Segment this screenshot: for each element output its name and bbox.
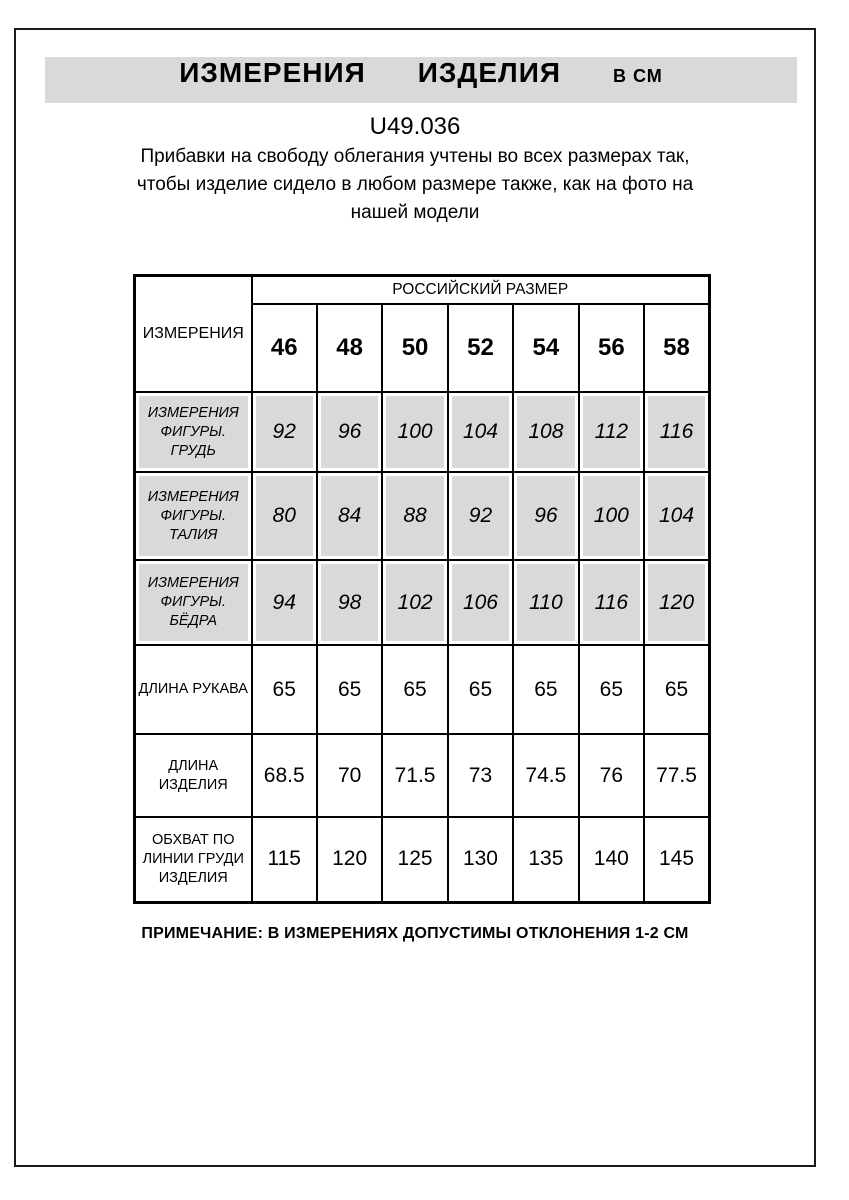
value-cell: 73	[448, 734, 513, 817]
size-col-header: 52	[448, 304, 513, 392]
table-row	[135, 472, 710, 560]
size-col-header: 58	[644, 304, 709, 392]
row-label: ИЗМЕРЕНИЯ ФИГУРЫ. ТАЛИЯ	[135, 472, 252, 560]
size-table	[133, 274, 711, 904]
description-line: нашей модели	[350, 202, 480, 223]
value-cell: 88	[382, 472, 447, 560]
value-cell: 98	[317, 560, 382, 645]
value-cell: 65	[644, 645, 709, 734]
value-cell: 120	[644, 560, 709, 645]
row-label: ДЛИНА РУКАВА	[135, 645, 252, 734]
value-cell: 112	[579, 392, 644, 472]
value-cell: 140	[579, 817, 644, 902]
value-cell: 96	[513, 472, 578, 560]
value-cell: 145	[644, 817, 709, 902]
value-cell: 108	[513, 392, 578, 472]
value-cell: 100	[579, 472, 644, 560]
title-bar	[45, 57, 797, 103]
row-label: ДЛИНА ИЗДЕЛИЯ	[135, 734, 252, 817]
value-cell: 115	[252, 817, 317, 902]
value-cell: 116	[579, 560, 644, 645]
value-cell: 65	[382, 645, 447, 734]
group-header-row	[135, 276, 710, 305]
value-cell: 76	[579, 734, 644, 817]
table-row	[135, 645, 710, 734]
value-cell: 102	[382, 560, 447, 645]
value-cell: 92	[448, 472, 513, 560]
table-row	[135, 392, 710, 472]
value-cell: 71.5	[382, 734, 447, 817]
value-cell: 65	[513, 645, 578, 734]
row-label: ОБХВАТ ПО ЛИНИИ ГРУДИ ИЗДЕЛИЯ	[135, 817, 252, 902]
title-units: В СМ	[612, 66, 663, 86]
description	[16, 143, 814, 227]
row-label: ИЗМЕРЕНИЯ ФИГУРЫ. БЁДРА	[135, 560, 252, 645]
value-cell: 65	[252, 645, 317, 734]
value-cell: 135	[513, 817, 578, 902]
size-col-header: 50	[382, 304, 447, 392]
value-cell: 106	[448, 560, 513, 645]
table-row	[135, 817, 710, 902]
value-cell: 65	[579, 645, 644, 734]
table-row	[135, 734, 710, 817]
value-cell: 70	[317, 734, 382, 817]
value-cell: 77.5	[644, 734, 709, 817]
article-code: U49.036	[369, 113, 461, 140]
value-cell: 74.5	[513, 734, 578, 817]
size-col-header: 46	[252, 304, 317, 392]
value-cell: 116	[644, 392, 709, 472]
value-cell: 104	[644, 472, 709, 560]
note: ПРИМЕЧАНИЕ: В ИЗМЕРЕНИЯХ ДОПУСТИМЫ ОТКЛОНЕНИЯ 1-2 СМ	[141, 924, 689, 942]
value-cell: 130	[448, 817, 513, 902]
table-row	[135, 560, 710, 645]
value-cell: 120	[317, 817, 382, 902]
description-line: чтобы изделие сидело в любом размере также, как на фото на	[136, 174, 694, 195]
description-line: Прибавки на свободу облегания учтены во всех размерах так,	[140, 146, 690, 167]
value-cell: 104	[448, 392, 513, 472]
value-cell: 65	[317, 645, 382, 734]
corner-label: ИЗМЕРЕНИЯ	[135, 276, 252, 393]
value-cell: 84	[317, 472, 382, 560]
value-cell: 65	[448, 645, 513, 734]
title-measurements: ИЗМЕРЕНИЯ	[179, 57, 366, 88]
size-col-header: 56	[579, 304, 644, 392]
row-label: ИЗМЕРЕНИЯ ФИГУРЫ. ГРУДЬ	[135, 392, 252, 472]
value-cell: 110	[513, 560, 578, 645]
value-cell: 125	[382, 817, 447, 902]
size-col-header: 54	[513, 304, 578, 392]
value-cell: 68.5	[252, 734, 317, 817]
value-cell: 100	[382, 392, 447, 472]
page-frame	[14, 28, 816, 1167]
value-cell: 96	[317, 392, 382, 472]
title-product: ИЗДЕЛИЯ	[417, 57, 561, 88]
group-header: РОССИЙСКИЙ РАЗМЕР	[252, 276, 710, 305]
value-cell: 94	[252, 560, 317, 645]
size-col-header: 48	[317, 304, 382, 392]
value-cell: 80	[252, 472, 317, 560]
value-cell: 92	[252, 392, 317, 472]
